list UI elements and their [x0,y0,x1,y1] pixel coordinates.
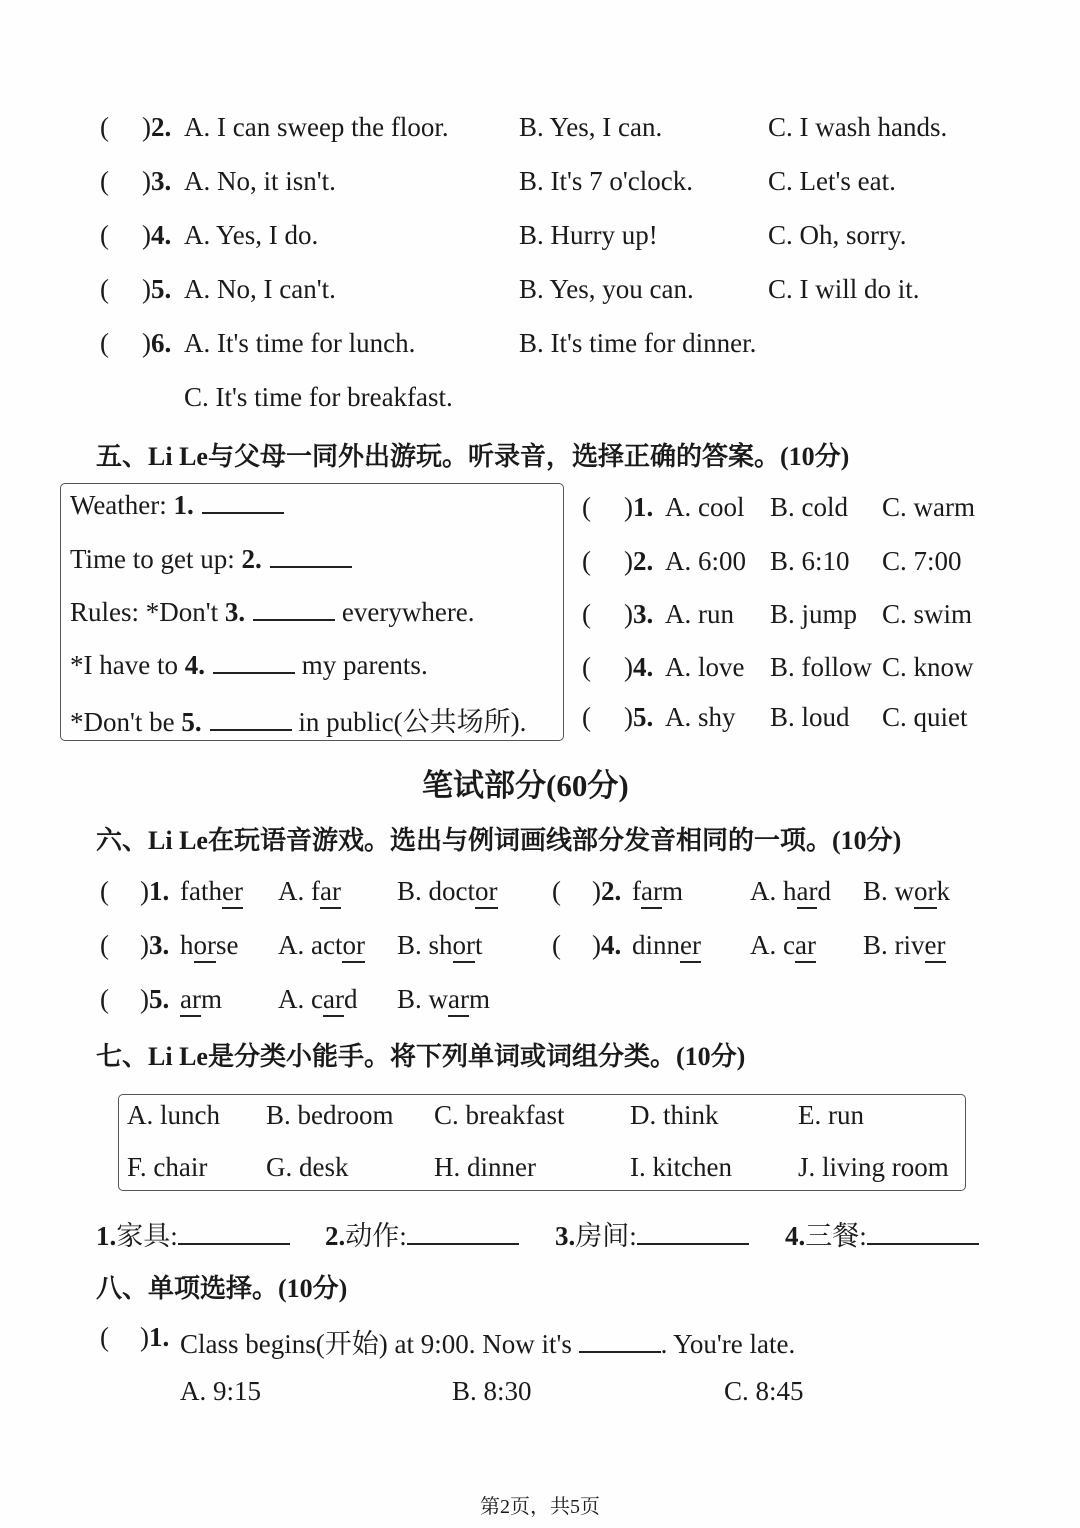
underlined-part: or [475,876,498,909]
category-label: 动作: [345,1221,407,1251]
word-part: B. sh [397,930,453,960]
underlined-part: er [925,930,946,963]
word-part: A. c [278,984,323,1014]
option-b [397,876,498,907]
question-number: )4. [142,220,172,250]
number: 3. [555,1221,576,1251]
option-c: C. quiet [882,702,968,732]
underlined-part: or [914,876,937,909]
question-stem-end: . You're late. [660,1329,796,1359]
question-stem: Class begins(开始) at 9:00. Now it's [180,1329,579,1359]
question-number: )4. [624,652,654,682]
word-part: h [180,930,194,960]
number: 4. [785,1221,806,1251]
word-part: m [469,984,491,1014]
word-option: G. desk [266,1152,349,1182]
number: 1. [633,492,654,522]
option-a: A. shy [665,702,736,732]
category-label: 三餐: [805,1221,867,1251]
word-part: t [475,930,483,960]
number: 1. [96,1221,117,1251]
number: 3. [151,166,172,196]
number: 2. [151,112,172,142]
number: 3. [224,597,246,627]
number: 5. [149,984,170,1014]
question-number: )2. [624,546,654,576]
number: 4. [151,220,172,250]
word-option: J. living room [798,1152,949,1182]
word-option: B. bedroom [266,1100,394,1130]
option-a [278,984,357,1015]
answer-bracket[interactable]: ( [100,328,109,358]
option-b: B. follow [770,652,873,682]
question-number: )1. [140,876,170,906]
option-b: B. Yes, I can. [519,112,663,142]
fill-line [70,544,352,575]
label-suffix: in public(公共场所). [291,707,527,737]
option-c: C. Oh, sorry. [768,220,907,250]
page-footer: 第2页，共5页 [480,1496,600,1518]
word-part: k [936,876,951,906]
word-part: f [632,876,641,906]
option-c: C. Let's eat. [768,166,896,196]
answer-blank[interactable] [579,1329,661,1353]
option-b: B. 8:30 [452,1376,532,1406]
fill-line [70,597,475,628]
question-number: )2. [142,112,172,142]
word-part: m [661,876,683,906]
word-part: A. f [278,876,320,906]
option-c: C. I wash hands. [768,112,948,142]
option-a [278,876,341,907]
word-option: D. think [630,1100,719,1130]
option-a [278,930,365,961]
question-text [180,1322,795,1361]
option-a: A. 6:00 [665,546,746,576]
label: Rules: *Don't [70,597,225,627]
option-c: C. 7:00 [882,546,962,576]
underlined-part: ar [448,984,469,1017]
option-a: A. Yes, I do. [184,220,319,250]
word-part: d [817,876,831,906]
example-word [632,930,701,961]
number: 4. [601,930,622,960]
number: 1. [149,876,170,906]
underlined-part: or [194,930,217,963]
underlined-part: or [342,930,365,963]
word-part: B. w [397,984,449,1014]
number: 1. [149,1322,170,1352]
word-option: C. breakfast [434,1100,565,1130]
label: *I have to [70,650,185,680]
underlined-part: ar [180,984,201,1017]
answer-blank[interactable] [637,1221,749,1245]
answer-bracket[interactable]: ( [100,274,109,304]
option-c: C. warm [882,492,975,522]
answer-bracket[interactable]: ( [582,599,591,629]
label: Weather: [70,490,174,520]
example-word [180,984,222,1015]
underlined-part: or [453,930,476,963]
section-title: 八、单项选择。(10分) [96,1274,348,1303]
option-a: A. run [665,599,734,629]
number: 2. [601,876,622,906]
option-b: B. It's 7 o'clock. [519,166,693,196]
blank[interactable] [270,544,352,568]
question-number: )1. [140,1322,170,1352]
example-word [180,876,243,907]
word-option: E. run [798,1100,864,1130]
word-part: B. w [863,876,915,906]
word-option: I. kitchen [630,1152,732,1182]
option-b: B. loud [770,702,850,732]
underlined-part: ar [795,930,816,963]
word-part: B. riv [863,930,925,960]
number: 5. [181,707,202,737]
underlined-part: ar [797,876,818,909]
category-field [785,1214,979,1253]
blank[interactable] [213,650,295,674]
word-part: A. act [278,930,343,960]
word-part: dinn [632,930,681,960]
question-number: )5. [624,702,654,732]
number: 3. [149,930,170,960]
number: 2. [241,544,262,574]
answer-bracket[interactable]: ( [100,166,109,196]
option-a: A. cool [665,492,745,522]
word-option: H. dinner [434,1152,536,1182]
answer-bracket[interactable]: ( [100,1322,109,1352]
option-a: A. love [665,652,745,682]
answer-bracket[interactable]: ( [100,220,109,250]
fill-line [70,650,428,681]
option-b: B. jump [770,599,858,629]
word-part: d [343,984,358,1014]
word-option: A. lunch [127,1100,220,1130]
blank[interactable] [210,707,292,731]
option-a: A. No, it isn't. [184,166,336,196]
word-part: m [200,984,222,1014]
blank[interactable] [202,490,284,514]
label: Time to get up: [70,544,242,574]
underlined-part: ar [320,876,341,909]
label: *Don't be [70,707,182,737]
underlined-part: er [222,876,243,909]
answer-blank[interactable] [178,1221,290,1245]
option-b [863,876,950,907]
question-number: )6. [142,328,172,358]
option-b [397,984,490,1015]
number: 2. [633,546,654,576]
category-label: 家具: [116,1221,178,1251]
number: 5. [151,274,172,304]
answer-blank[interactable] [867,1221,979,1245]
question-number: )4. [592,930,622,960]
option-b [863,930,946,961]
section-title: 七、Li Le是分类小能手。将下列单词或词组分类。(10分) [96,1042,746,1071]
number: 5. [633,702,654,732]
answer-bracket[interactable]: ( [100,984,109,1014]
word-option: F. chair [127,1152,208,1182]
category-label: 房间: [575,1221,637,1251]
answer-bracket[interactable]: ( [552,930,561,960]
number: 6. [151,328,172,358]
option-b: B. Yes, you can. [519,274,694,304]
underlined-part: ar [641,876,662,909]
number: 4. [633,652,654,682]
question-number: )5. [140,984,170,1014]
question-number: )2. [592,876,622,906]
answer-bracket[interactable]: ( [552,876,561,906]
category-field [96,1214,290,1253]
option-c: C. I will do it. [768,274,920,304]
underlined-part: ar [323,984,344,1017]
word-part: A. c [750,930,795,960]
answer-bracket[interactable]: ( [582,702,591,732]
answer-bracket[interactable]: ( [582,492,591,522]
option-b: B. cold [770,492,848,522]
answer-bracket[interactable]: ( [582,652,591,682]
option-a: A. No, I can't. [184,274,336,304]
word-part: A. h [750,876,797,906]
option-b [397,930,483,961]
option-a [750,876,831,907]
blank[interactable] [253,597,335,621]
answer-bracket[interactable]: ( [582,546,591,576]
option-a: A. 9:15 [180,1376,261,1406]
option-c: C. know [882,652,974,682]
question-number: )3. [142,166,172,196]
option-a: A. It's time for lunch. [184,328,416,358]
section-title: 六、Li Le在玩语音游戏。选出与例词画线部分发音相同的一项。(10分) [96,826,902,855]
question-number: )1. [624,492,654,522]
question-number: )3. [140,930,170,960]
word-part: B. doct [397,876,475,906]
number: 1. [173,490,194,520]
written-part-title: 笔试部分(60分) [422,768,629,803]
number: 4. [184,650,205,680]
answer-bracket[interactable]: ( [100,876,109,906]
question-number: )5. [142,274,172,304]
answer-blank[interactable] [407,1221,519,1245]
fill-line [70,700,526,739]
example-word [632,876,683,907]
example-word [180,930,239,961]
section-title: 五、Li Le与父母一同外出游玩。听录音，选择正确的答案。(10分) [96,442,850,471]
option-c: C. 8:45 [724,1376,804,1406]
fill-line [70,490,284,521]
category-field [325,1214,519,1253]
option-b: B. It's time for dinner. [519,328,757,358]
word-part: se [216,930,239,960]
answer-bracket[interactable]: ( [100,112,109,142]
option-a [750,930,816,961]
category-field [555,1214,749,1253]
option-b: B. Hurry up! [519,220,658,250]
label-suffix: my parents. [294,650,428,680]
label-suffix: everywhere. [335,597,475,627]
question-number: )3. [624,599,654,629]
option-b: B. 6:10 [770,546,850,576]
option-c: C. swim [882,599,973,629]
word-part: fath [180,876,222,906]
number: 3. [633,599,654,629]
underlined-part: er [680,930,701,963]
number: 2. [325,1221,346,1251]
answer-bracket[interactable]: ( [100,930,109,960]
option-c: C. It's time for breakfast. [184,382,453,412]
option-a: A. I can sweep the floor. [184,112,449,142]
